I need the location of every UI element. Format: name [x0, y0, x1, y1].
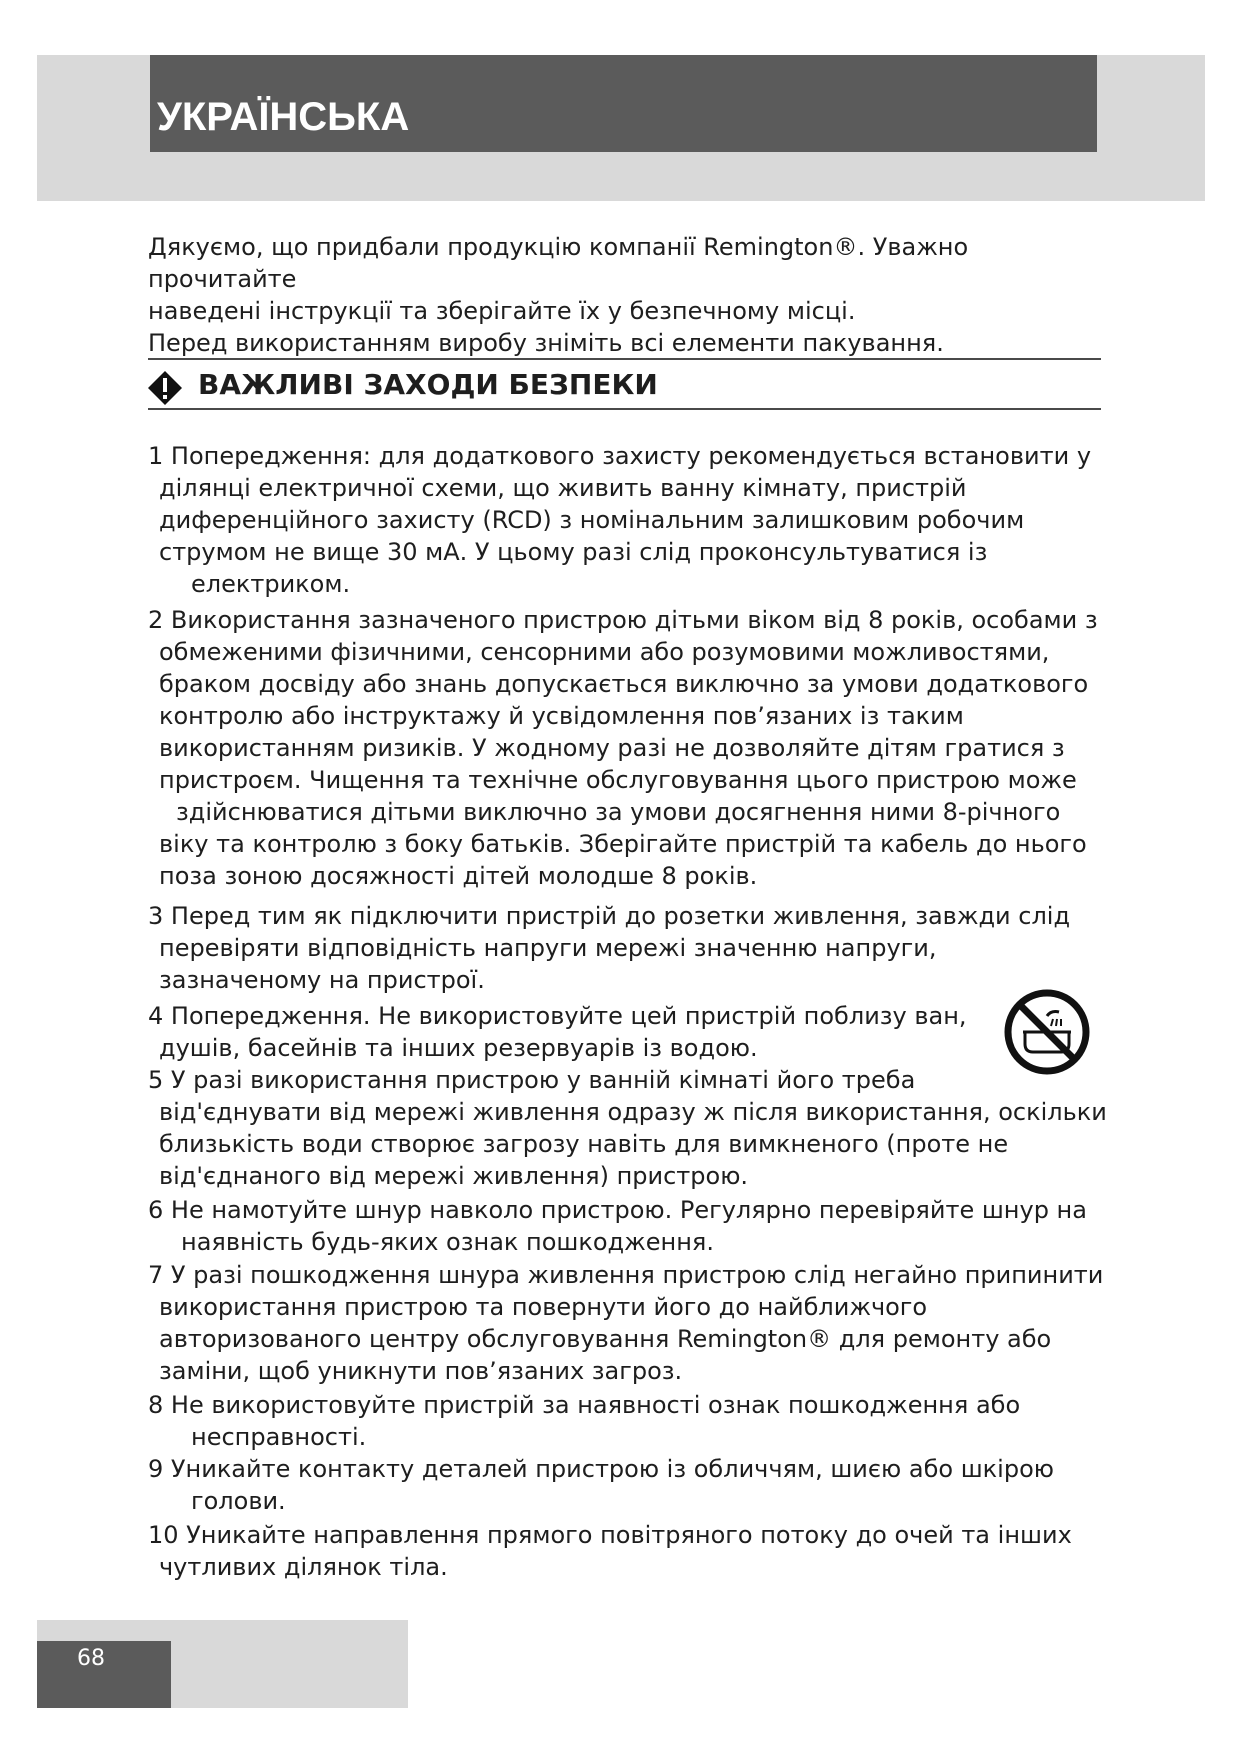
list-item-line: 2 Використання зазначеного пристрою дітьми віком від 8 років, особами з: [148, 606, 1098, 634]
list-item-line: 7 У разі пошкодження шнура живлення пристрою слід негайно припинити: [148, 1261, 1104, 1289]
intro-line: наведені інструкції та зберігайте їх у безпечному місці.: [148, 297, 856, 325]
list-item: [148, 1194, 1108, 1258]
section-rule-top: [148, 358, 1101, 360]
page-number: 68: [77, 1646, 105, 1671]
list-item: [148, 604, 1108, 892]
list-item-line: 9 Уникайте контакту деталей пристрою із обличчям, шиєю або шкірою: [148, 1455, 1054, 1483]
list-item-line: 4 Попередження. Не використовуйте цей пристрій поблизу ван,: [148, 1002, 967, 1030]
list-item-line: здійснюватися дітьми виключно за умови досягнення ними 8-річного: [176, 798, 1061, 826]
intro-line: Дякуємо, що придбали продукцію компанії Remington®. Уважно прочитайте: [148, 233, 969, 293]
list-item-line: обмеженими фізичними, сенсорними або розумовими можливостями,: [159, 638, 1050, 666]
list-item: [148, 1064, 1108, 1192]
list-item: [148, 1389, 1108, 1453]
list-item-line: 1 Попередження: для додаткового захисту рекомендується встановити у: [148, 442, 1092, 470]
list-item-line: пристроєм. Чищення та технічне обслуговування цього пристрою може: [159, 766, 1077, 794]
list-item-line: чутливих ділянок тіла.: [159, 1553, 448, 1581]
list-item-line: наявність будь-яких ознак пошкодження.: [181, 1228, 714, 1256]
list-item-line: від'єднувати від мережі живлення одразу ж після використання, оскільки: [159, 1098, 1107, 1126]
list-item-line: 6 Не намотуйте шнур навколо пристрою. Регулярно перевіряйте шнур на: [148, 1196, 1087, 1224]
list-item-line: електриком.: [191, 570, 351, 598]
list-item-line: контролю або інструктажу й усвідомлення пов’язаних із таким: [159, 702, 964, 730]
list-item-line: заміни, щоб уникнути пов’язаних загроз.: [159, 1357, 683, 1385]
page-title: УКРАЇНСЬКА: [157, 95, 410, 139]
list-item-line: перевіряти відповідність напруги мережі значенню напруги,: [159, 934, 937, 962]
intro-line: Перед використанням виробу зніміть всі елементи пакування.: [148, 329, 944, 357]
list-item: [148, 900, 1108, 996]
list-item: [148, 1259, 1108, 1387]
list-item-line: 3 Перед тим як підключити пристрій до розетки живлення, завжди слід: [148, 902, 1071, 930]
list-item-line: використання пристрою та повернути його до найближчого: [159, 1293, 928, 1321]
list-item-line: струмом не вище 30 мА. У цьому разі слід проконсультуватися із: [159, 538, 988, 566]
list-item-line: несправності.: [191, 1423, 367, 1451]
list-item-line: 10 Уникайте направлення прямого повітряного потоку до очей та інших: [148, 1521, 1072, 1549]
warning-diamond-icon: [147, 370, 183, 406]
list-item: [148, 440, 1108, 600]
no-bathtub-icon: [1003, 988, 1091, 1076]
list-item-line: браком досвіду або знань допускається виключно за умови додаткового: [159, 670, 1089, 698]
section-title: ВАЖЛИВІ ЗАХОДИ БЕЗПЕКИ: [198, 368, 658, 401]
list-item-line: авторизованого центру обслуговування Remington® для ремонту або: [159, 1325, 1052, 1353]
list-item: [148, 1453, 1108, 1517]
list-item-line: віку та контролю з боку батьків. Зберігайте пристрій та кабель до нього: [159, 830, 1087, 858]
list-item: [148, 1519, 1108, 1583]
intro-text: [148, 231, 1108, 359]
list-item-line: від'єднаного від мережі живлення) пристрою.: [159, 1162, 749, 1190]
list-item-line: душів, басейнів та інших резервуарів із водою.: [159, 1034, 758, 1062]
list-item-line: поза зоною досяжності дітей молодше 8 років.: [159, 862, 758, 890]
list-item: [148, 1000, 1108, 1064]
list-item-line: зазначеному на пристрої.: [159, 966, 485, 994]
list-item-line: 8 Не використовуйте пристрій за наявності ознак пошкодження або: [148, 1391, 1021, 1419]
section-rule-bottom: [148, 408, 1101, 410]
list-item-line: використанням ризиків. У жодному разі не дозволяйте дітям гратися з: [159, 734, 1065, 762]
list-item-line: ділянці електричної схеми, що живить ванну кімнату, пристрій: [159, 474, 967, 502]
list-item-line: 5 У разі використання пристрою у ванній кімнаті його треба: [148, 1066, 916, 1094]
list-item-line: голови.: [191, 1487, 286, 1515]
list-item-line: диференційного захисту (RCD) з номінальним залишковим робочим: [159, 506, 1025, 534]
list-item-line: близькість води створює загрозу навіть для вимкненого (проте не: [159, 1130, 1009, 1158]
